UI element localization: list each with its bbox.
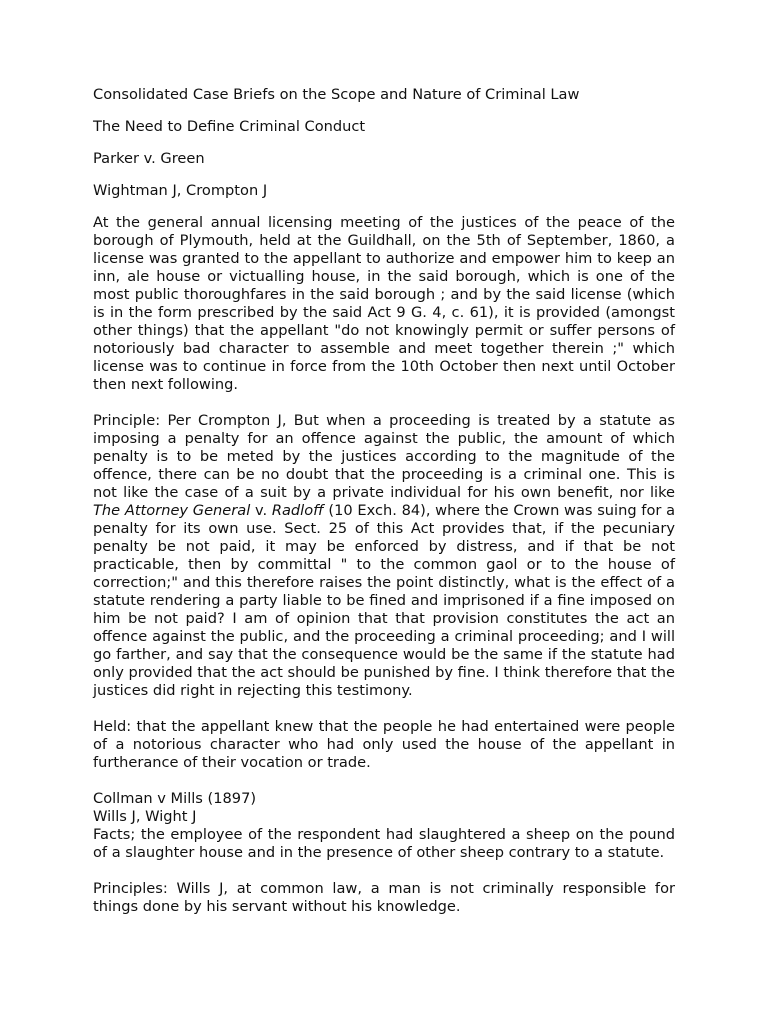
- case2-name: Collman v Mills (1897): [93, 790, 257, 807]
- principle-versus: v.: [250, 502, 272, 519]
- case1-held: Held: that the appellant knew that the people he had entertained were people of a notorious character who had only used the house of the appellant in furtherance of their vocation or trade.: [93, 718, 675, 771]
- principle-text-b: (10 Exch. 84), where the Crown was suing for a penalty for its own use. Sect. 25 of this Act provides that, if the pecuniary penalty be not paid, it may be enforced by distress, and if that be not practicable, then by committal " to the common gaol or to the house of correction;" and this therefore raises the point distinctly, what is the effect of a statute rendering a party liable to be fined and imprisoned if a fine imposed on him be not paid? I am of opinion that that provision constitutes the act an offence against the public, and the proceeding a criminal proceeding; and I will go farther, and say that the consequence would be the same if the statute had only provided that the act should be punished by fine. I think therefore that the justices did right in rejecting this testimony.: [93, 502, 676, 699]
- document-title: Consolidated Case Briefs on the Scope and Nature of Criminal Law: [93, 86, 580, 103]
- case1-judges: Wightman J, Crompton J: [93, 182, 268, 199]
- case2-principles: Principles: Wills J, at common law, a man is not criminally responsible for things done by his servant without his knowledge.: [93, 880, 675, 915]
- case1-principle: [93, 412, 675, 700]
- principle-case-name-2: Radloff: [271, 502, 324, 519]
- document-subtitle: The Need to Define Criminal Conduct: [93, 118, 366, 135]
- case1-name: Parker v. Green: [93, 150, 205, 167]
- case2-facts: Facts; the employee of the respondent had slaughtered a sheep on the pound of a slaughter house and in the presence of other sheep contrary to a statute.: [93, 826, 675, 861]
- document-page: [93, 86, 675, 934]
- principle-text-a: Principle: Per Crompton J, But when a proceeding is treated by a statute as imposing a penalty for an offence against the public, the amount of which penalty is to be meted by the justices according to the magnitude of the offence, there can be no doubt that the proceeding is a criminal one. This is not like the case of a suit by a private individual for his own benefit, nor like: [93, 412, 675, 501]
- principle-case-name: The Attorney General: [93, 502, 251, 519]
- case1-facts: At the general annual licensing meeting of the justices of the peace of the borough of Plymouth, held at the Guildhall, on the 5th of September, 1860, a license was granted to the appellant to authorize and empower him to keep an inn, ale house or victualling house, in the said borough, which is one of the most public thoroughfares in the said borough ; and by the said license (which is in the form prescribed by the said Act 9 G. 4, c. 61), it is provided (amongst other things) that the appellant "do not knowingly permit or suffer persons of notoriously bad character to assemble and meet together therein ;" which license was to continue in force from the 10th October then next until October then next following.: [93, 214, 675, 393]
- case2-judges: Wills J, Wight J: [93, 808, 197, 825]
